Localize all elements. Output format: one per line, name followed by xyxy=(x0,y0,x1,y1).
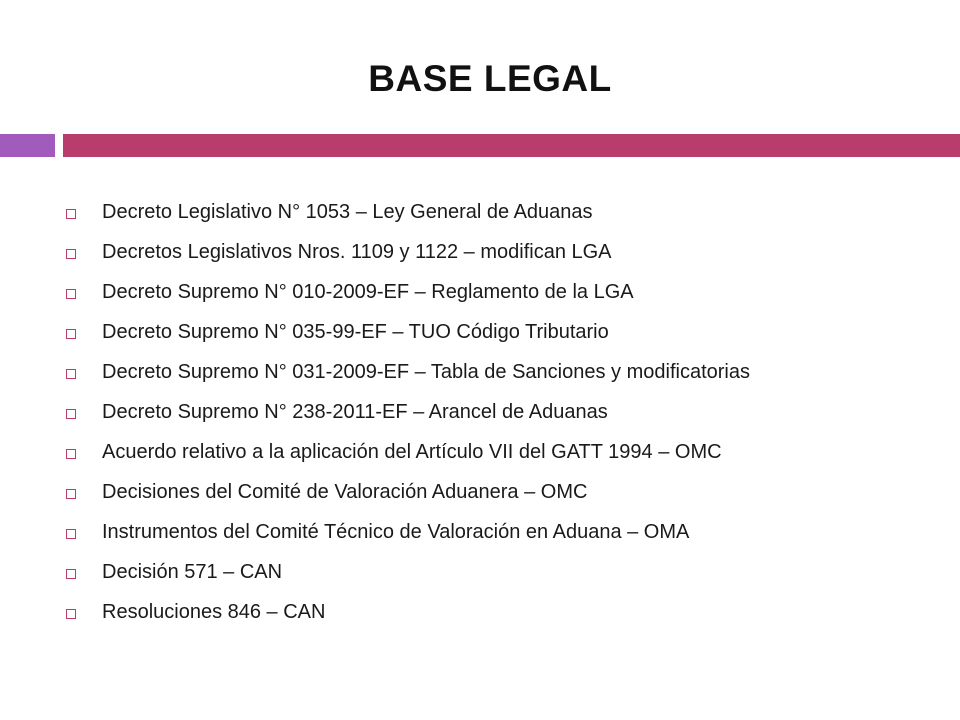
slide-title: BASE LEGAL xyxy=(368,58,612,99)
list-item-text: Decisión 571 – CAN xyxy=(102,561,283,583)
hollow-square-bullet-icon xyxy=(66,489,76,499)
hollow-square-bullet-icon xyxy=(66,409,76,419)
hollow-square-bullet-icon xyxy=(66,249,76,259)
list-item xyxy=(66,240,936,264)
list-item-text: Acuerdo relativo a la aplicación del Artículo VII del GATT 1994 – OMC xyxy=(102,441,722,463)
list-item xyxy=(66,560,936,584)
list-item xyxy=(66,520,936,544)
list-item-text: Decreto Supremo N° 035-99-EF – TUO Código Tributario xyxy=(102,321,609,343)
list-item-text: Decretos Legislativos Nros. 1109 y 1122 – modifican LGA xyxy=(102,241,612,263)
hollow-square-bullet-icon xyxy=(66,609,76,619)
list-item xyxy=(66,280,936,304)
list-item xyxy=(66,320,936,344)
list-item xyxy=(66,360,936,384)
list-item-text: Decisiones del Comité de Valoración Aduanera – OMC xyxy=(102,481,588,503)
hollow-square-bullet-icon xyxy=(66,449,76,459)
list-item xyxy=(66,400,936,424)
bullet-list xyxy=(66,200,936,640)
list-item xyxy=(66,480,936,504)
list-item-text: Decreto Supremo N° 031-2009-EF – Tabla de Sanciones y modificatorias xyxy=(102,361,750,383)
list-item-text: Decreto Supremo N° 010-2009-EF – Reglamento de la LGA xyxy=(102,281,634,303)
list-item-text: Decreto Legislativo N° 1053 – Ley General de Aduanas xyxy=(102,201,593,223)
list-item xyxy=(66,200,936,224)
list-item-text: Resoluciones 846 – CAN xyxy=(102,601,326,623)
hollow-square-bullet-icon xyxy=(66,529,76,539)
list-item xyxy=(66,600,936,624)
hollow-square-bullet-icon xyxy=(66,329,76,339)
title-rule-left xyxy=(0,134,55,157)
list-item-text: Decreto Supremo N° 238-2011-EF – Arancel de Aduanas xyxy=(102,401,608,423)
hollow-square-bullet-icon xyxy=(66,209,76,219)
list-item xyxy=(66,440,936,464)
list-item-text: Instrumentos del Comité Técnico de Valoración en Aduana – OMA xyxy=(102,521,690,543)
title-rule-right xyxy=(63,134,960,157)
hollow-square-bullet-icon xyxy=(66,289,76,299)
hollow-square-bullet-icon xyxy=(66,569,76,579)
hollow-square-bullet-icon xyxy=(66,369,76,379)
